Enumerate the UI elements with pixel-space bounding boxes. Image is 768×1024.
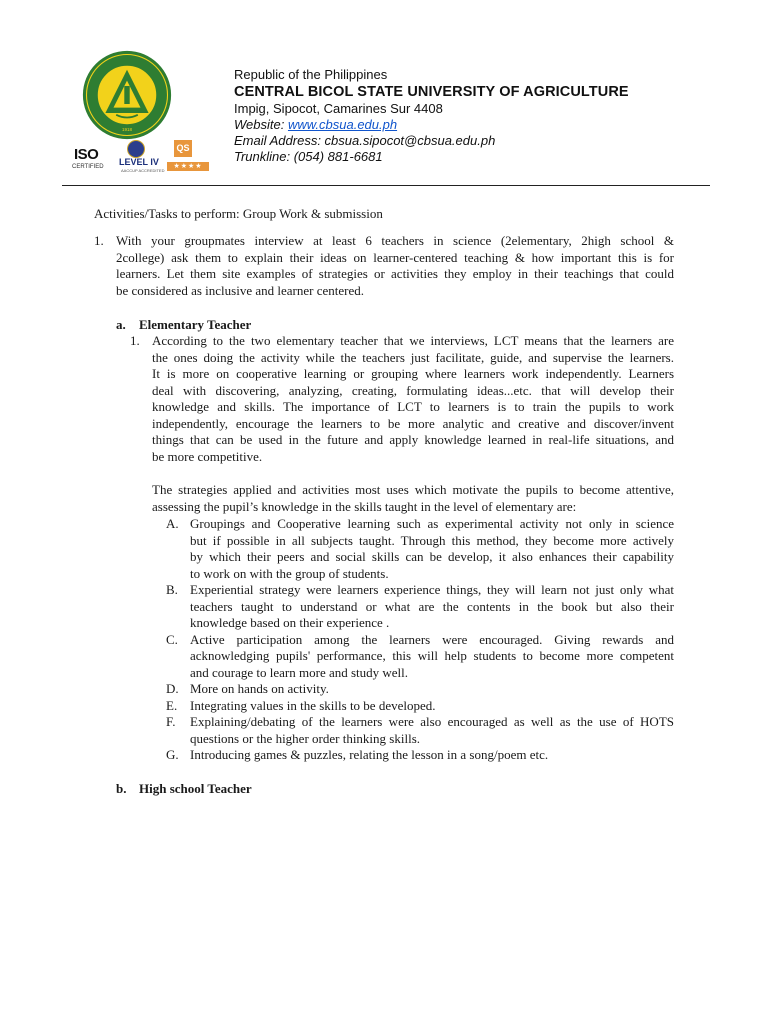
strategies-line: The strategies applied and activities most uses which motivate the pupils to become attentive,: [152, 482, 674, 497]
iso-badge: [70, 140, 106, 176]
item-1-line: With your groupmates interview at least 6 teachers in science (2elementary, 2high school &: [116, 233, 674, 248]
strategies-line: assessing the pupil’s knowledge in the skills taught in the level of elementary are:: [152, 498, 577, 514]
trunkline-line: Trunkline: (054) 881-6681: [234, 149, 383, 164]
list-item-line: to work on with the group of students.: [190, 565, 389, 581]
section-b-title: High school Teacher: [139, 781, 252, 796]
university-name: CENTRAL BICOL STATE UNIVERSITY OF AGRICULTURE: [234, 84, 629, 100]
list-item-line: Experiential strategy were learners experience things, they will learn not just only what: [190, 582, 674, 597]
a1-line: According to the two elementary teacher that we interviews, LCT means that the learners are: [152, 333, 674, 348]
header-divider: [62, 185, 710, 186]
star-rating-icon: ★★★★: [167, 162, 209, 171]
a1-line: independently, encourage the learners to be more analytic and creative and discover/invent: [152, 415, 674, 431]
email-line: Email Address: cbsua.sipocot@cbsua.edu.ph: [234, 133, 496, 148]
qs-stars-badge: [167, 140, 211, 176]
list-item-letter: E.: [166, 697, 178, 713]
document-header: [0, 0, 768, 190]
a1-line: be more competitive.: [152, 448, 263, 464]
iso-label: ISO: [74, 146, 99, 163]
a1-line: deal with discovering, analyzing, creating, formulating ideas...etc. that will develop their: [152, 382, 674, 398]
list-item-letter: C.: [166, 631, 178, 647]
iso-sub-label: CERTIFIED: [72, 164, 104, 170]
list-item-letter: D.: [166, 681, 179, 696]
section-a-letter: a.: [116, 317, 126, 332]
section-a-title: Elementary Teacher: [139, 317, 252, 332]
item-1-number: 1.: [94, 233, 104, 248]
list-item-line: acknowledging pupils' performance, this will help students to become more competent: [190, 648, 674, 663]
level-sub-label: AACCUP ACCREDITED: [121, 168, 165, 173]
a1-line: the ones doing the activity while the teachers just facilitate, guide, and supervise the learners.: [152, 349, 674, 365]
list-item-line: knowledge based on their experience .: [190, 615, 390, 630]
address-line: Impig, Sipocot, Camarines Sur 4408: [234, 101, 443, 116]
svg-text:1918: 1918: [121, 127, 133, 132]
activities-intro: Activities/Tasks to perform: Group Work & submission: [94, 206, 383, 221]
list-item-letter: A.: [166, 516, 179, 531]
website-label: Website:: [234, 117, 288, 132]
item-1-line: learners. Let them site examples of strategies or activities they employ in their teachings that could: [116, 266, 674, 281]
accreditation-badges: [70, 140, 220, 176]
level-iv-badge: [116, 140, 165, 176]
list-item-line: and courage to learn more and study well.: [190, 664, 409, 680]
list-item-line: by which their peers and social skills can be develop, it also enhances their capability: [190, 549, 674, 564]
a1-number: 1.: [130, 333, 140, 348]
list-item-letter: G.: [166, 747, 179, 762]
a1-line: It is more on cooperative learning or grouping where learners work independently. Learners: [152, 366, 674, 381]
university-seal-icon: [82, 50, 172, 140]
letterhead-text: [234, 67, 629, 165]
list-item-letter: F.: [166, 714, 176, 729]
accreditation-seal-icon: [127, 140, 145, 158]
list-item-line: More on hands on activity.: [190, 681, 329, 696]
list-item-line: Introducing games & puzzles, relating the lesson in a song/poem etc.: [190, 747, 549, 762]
website-line: [234, 117, 629, 133]
section-b-letter: b.: [116, 781, 127, 796]
item-1-line: be considered as inclusive and learner centered.: [116, 282, 364, 298]
a1-line: knowledge and skills. The importance of LCT to learners is to train the pupils to work: [152, 399, 674, 414]
list-item-line: Integrating values in the skills to be developed.: [190, 697, 436, 713]
list-item-line: Groupings and Cooperative learning such as experimental activity not only in science: [190, 516, 674, 531]
qs-label: QS: [174, 140, 192, 157]
a1-line: things that can be used in the future and apply knowledge learned in real-life situations, and: [152, 432, 674, 447]
level-label: LEVEL IV: [119, 157, 159, 167]
list-item-line: questions or the higher order thinking skills.: [190, 730, 421, 746]
list-item-line: Active participation among the learners were encouraged. Giving rewards and: [190, 631, 674, 647]
republic-line: Republic of the Philippines: [234, 67, 388, 82]
list-item-line: Explaining/debating of the learners were also encouraged as well as the use of HOTS: [190, 714, 674, 729]
list-item-letter: B.: [166, 582, 178, 597]
list-item-line: teachers taught to understand or what are the contents in the book but also their: [190, 598, 674, 614]
list-item-line: but if possible in all subjects taught. Through this method, they become more actively: [190, 532, 674, 548]
website-link[interactable]: www.cbsua.edu.ph: [287, 117, 398, 132]
item-1-line: 2college) ask them to explain their ideas on learner-centered teaching & how important this is for: [116, 249, 674, 265]
